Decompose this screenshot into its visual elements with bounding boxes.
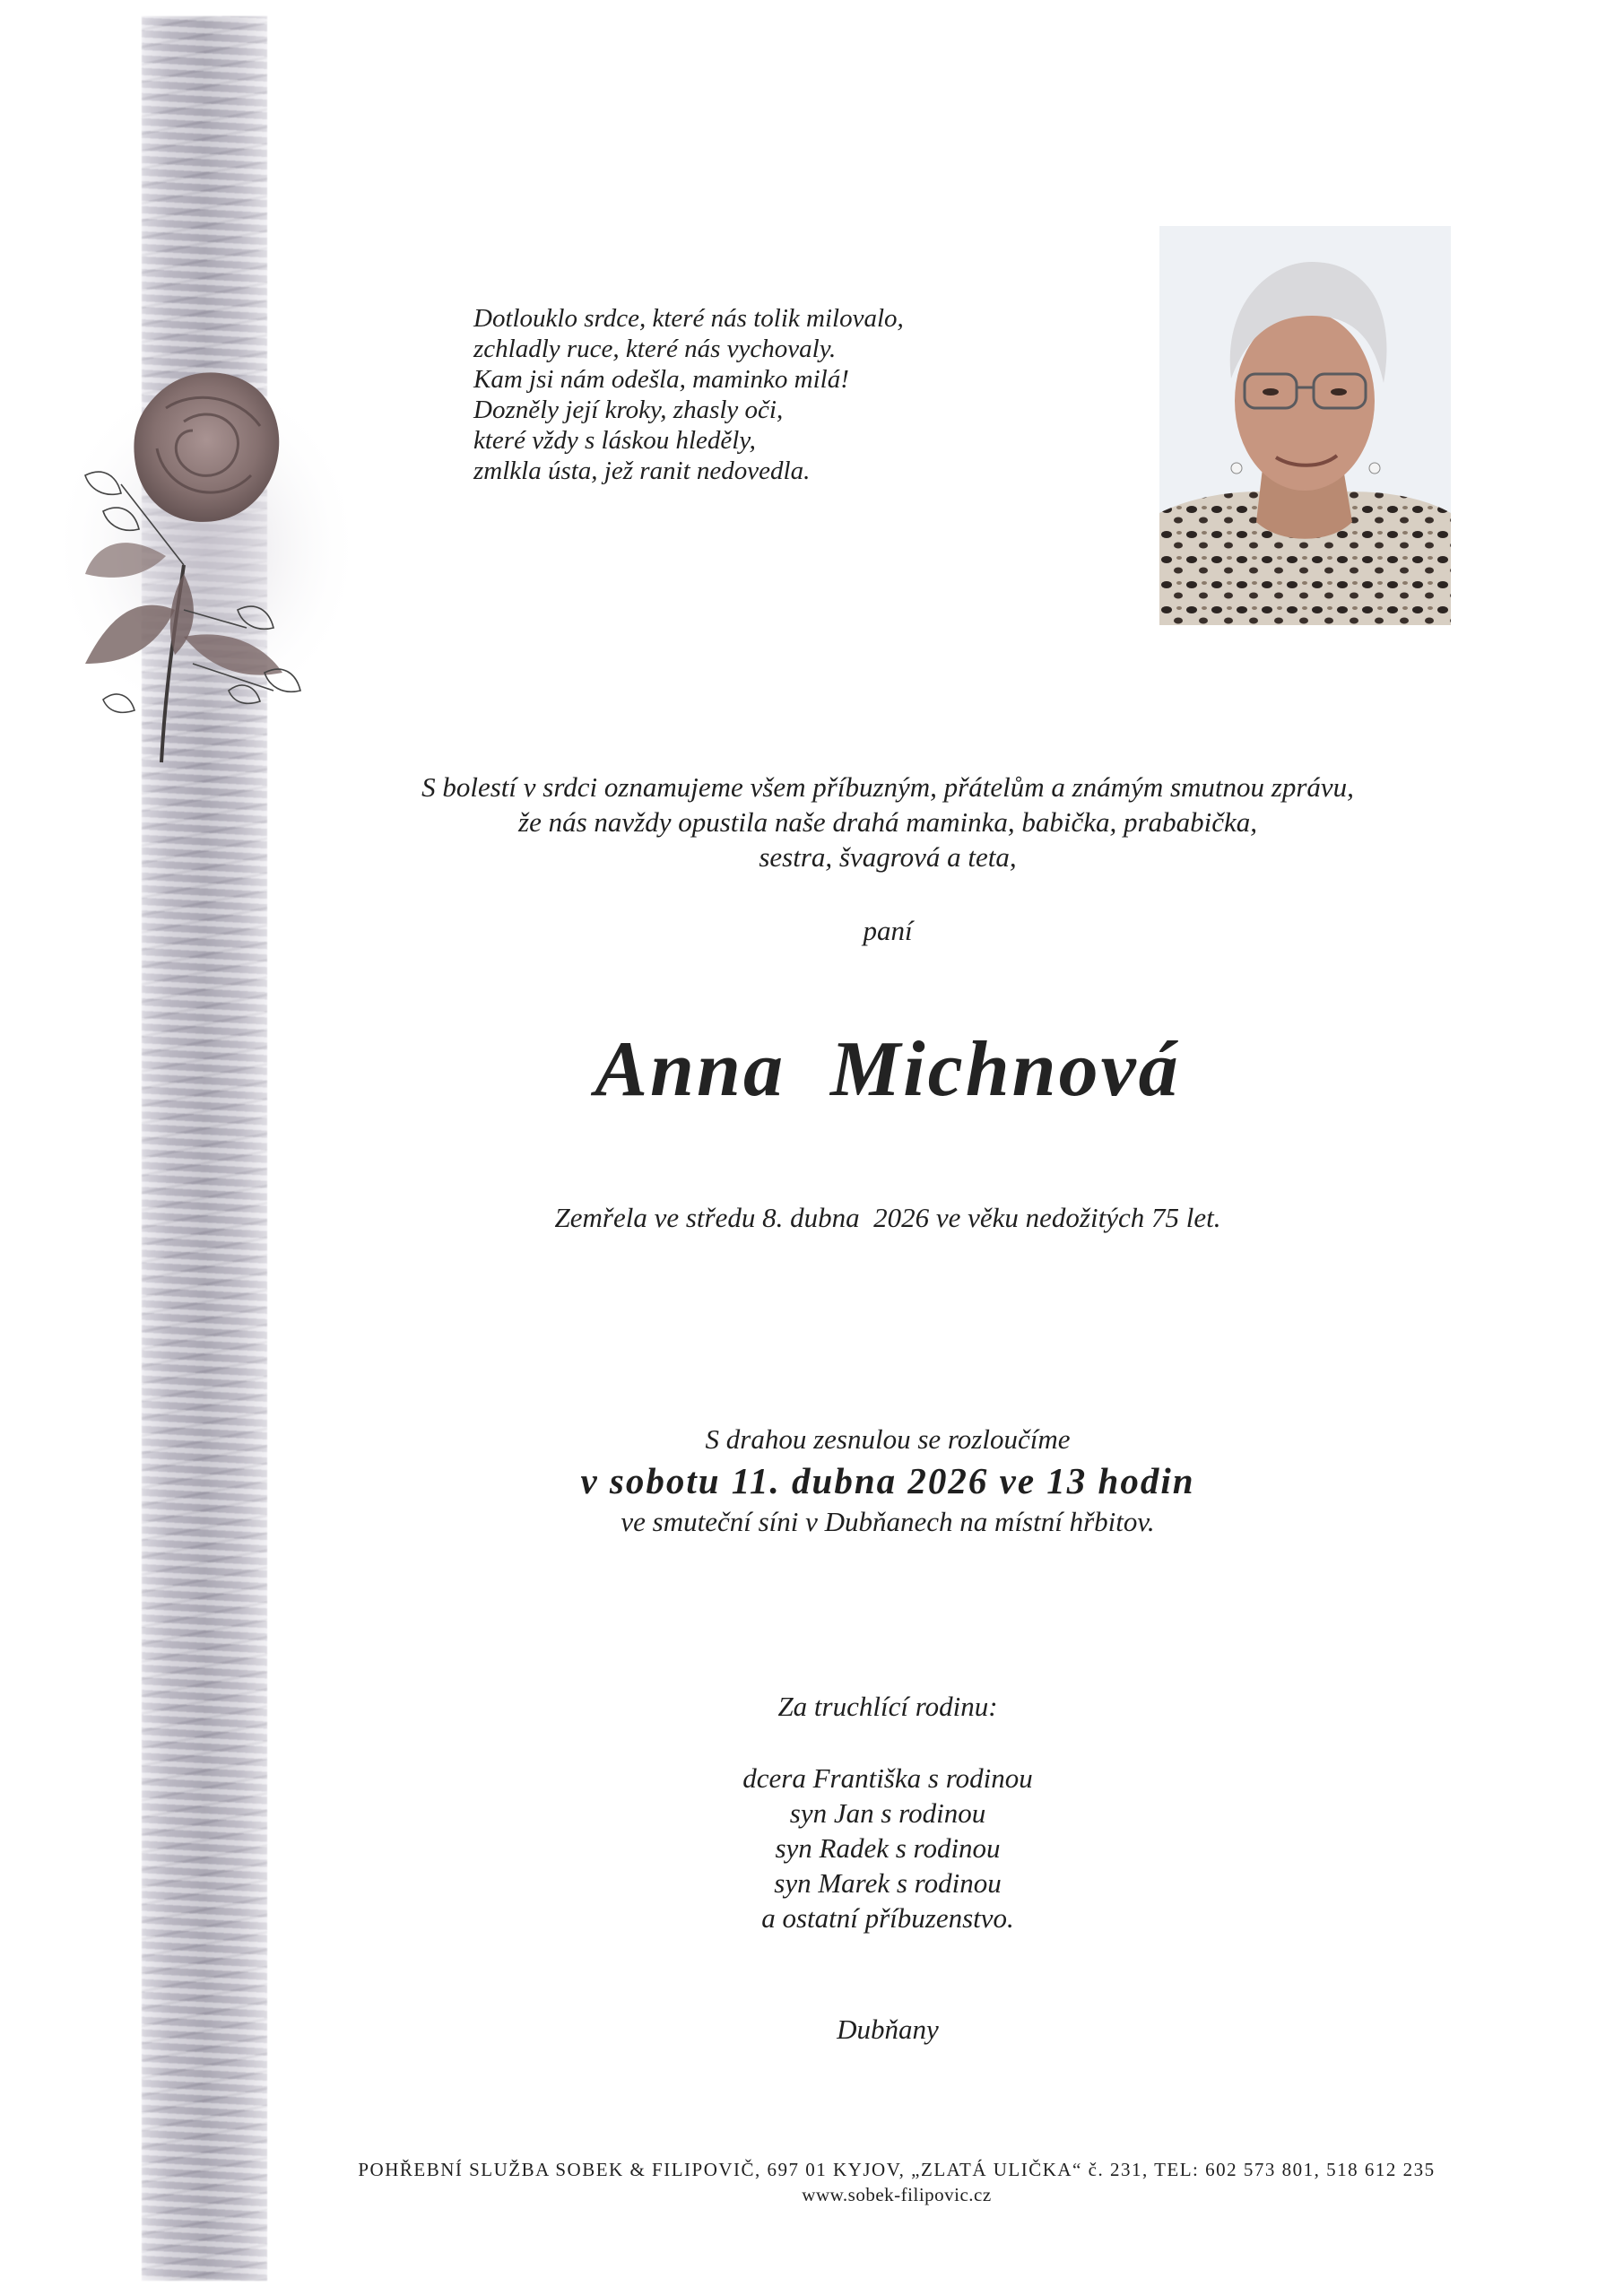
footer-company: POHŘEBNÍ SLUŽBA SOBEK & FILIPOVIČ, 697 01 KYJOV, „ZLATÁ ULIČKA“ č. 231, TEL: 602 573 801, 518 612 235	[358, 2159, 1436, 2180]
family-member: a ostatní příbuzenstvo.	[761, 1902, 1014, 1934]
death-line: Zemřela ve středu 8. dubna 2026 ve věku nedožitých 75 let.	[554, 1202, 1221, 1233]
place: Dubňany	[837, 2013, 939, 2045]
family-list	[269, 1761, 1506, 1935]
poem-line: zchladly ruce, které nás vychovaly.	[473, 335, 837, 363]
poem-line: zmlkla ústa, jež ranit nedovedla.	[473, 457, 811, 485]
announcement	[269, 770, 1506, 874]
announcement-line: sestra, švagrová a teta,	[759, 841, 1017, 873]
poem-line: Kam jsi nám odešla, maminko milá!	[473, 365, 849, 394]
announcement-line: že nás navždy opustila naše drahá maminka, babička, prababička,	[518, 806, 1257, 838]
rose-icon	[49, 341, 372, 771]
portrait-photo	[1159, 226, 1451, 625]
deceased-name: Anna Michnová	[595, 1026, 1181, 1113]
farewell-location: ve smuteční síni v Dubňanech na místní hřbitov.	[621, 1506, 1155, 1537]
farewell-datetime: v sobotu 11. dubna 2026 ve 13 hodin	[580, 1460, 1195, 1501]
farewell-intro: S drahou zesnulou se rozloučíme	[705, 1423, 1071, 1455]
poem-line: Dotlouklo srdce, které nás tolik milovalo,	[473, 304, 904, 333]
poem-line: které vždy s láskou hleděly,	[473, 426, 756, 455]
poem	[473, 303, 1101, 486]
poem-line: Dozněly její kroky, zhasly oči,	[473, 396, 784, 424]
salutation: paní	[863, 915, 913, 946]
family-member: syn Marek s rodinou	[774, 1867, 1002, 1899]
family-title: Za truchlící rodinu:	[777, 1691, 998, 1722]
footer	[260, 2157, 1533, 2207]
announcement-line: S bolestí v srdci oznamujeme všem příbuzným, přátelům a známým smutnou zprávu,	[421, 771, 1354, 803]
footer-website: www.sobek-filipovic.cz	[802, 2184, 992, 2205]
family-member: dcera Františka s rodinou	[742, 1762, 1033, 1794]
family-member: syn Jan s rodinou	[789, 1797, 986, 1829]
farewell	[269, 1422, 1506, 1540]
family-member: syn Radek s rodinou	[775, 1832, 1001, 1864]
